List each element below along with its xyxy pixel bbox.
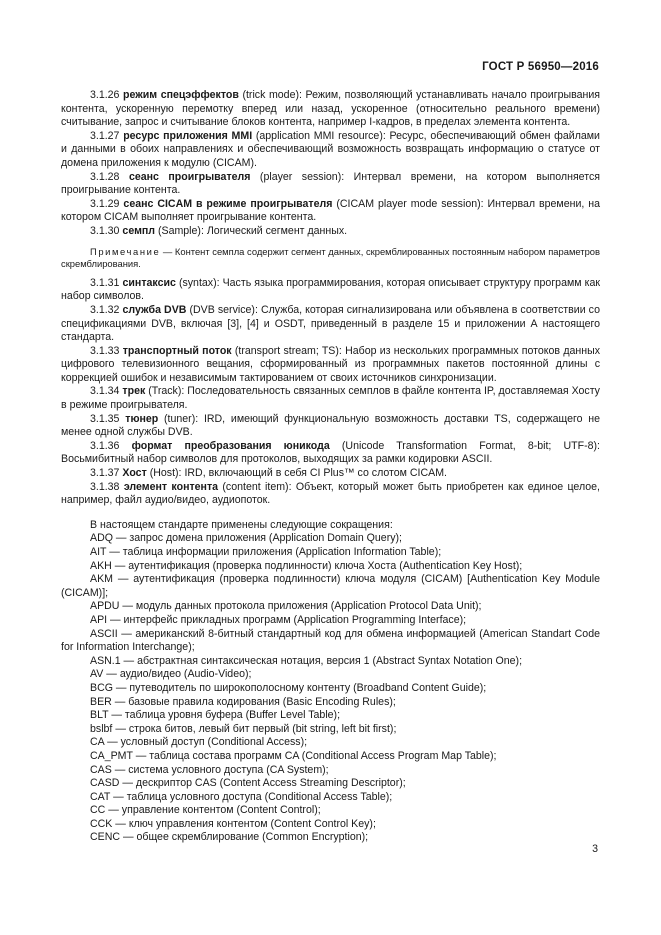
- definition-item: [61, 89, 600, 130]
- definition-number: 3.1.36: [90, 439, 120, 452]
- abbreviation-item: BCG — путеводитель по широкополосному контенту (Broadband Content Guide);: [90, 681, 487, 694]
- definition-term: транспортный поток: [122, 344, 232, 357]
- definition-number: 3.1.31: [90, 276, 120, 289]
- definition-term: семпл: [122, 224, 156, 237]
- abbreviation-item: CA_PMT — таблица состава программ CA (Conditional Access Program Map Table);: [90, 749, 497, 762]
- definition-item: [61, 467, 600, 481]
- abbreviation-item: AKH — аутентификация (проверка подлинности) ключа Хоста (Authentication Key Host);: [90, 559, 523, 572]
- abbreviation-item: ASN.1 — абстрактная синтаксическая нотация, версия 1 (Abstract Syntax Notation One);: [90, 654, 523, 667]
- abbreviation-item: CCK — ключ управления контентом (Content Control Key);: [90, 817, 376, 830]
- definition-text: (content item): Объект, который может быть приобретен как единое целое, например, файл аудио/видео, аудиопоток.: [61, 480, 600, 507]
- definition-text: (CICAM player mode session): Интервал времени, на котором CICAM выполняет проигрывание контента.: [61, 197, 601, 224]
- definition-number: 3.1.34: [90, 385, 120, 398]
- abbreviation-item: bslbf — строка битов, левый бит первый (bit string, left bit first);: [90, 722, 397, 735]
- definition-item: [61, 304, 600, 345]
- abbreviation-item: BER — базовые правила кодирования (Basic Encoding Rules);: [90, 695, 396, 708]
- definition-term: сеанс проигрывателя: [128, 170, 251, 183]
- definition-item: [61, 345, 600, 386]
- definition-item: [61, 481, 600, 508]
- definition-term: служба DVB: [122, 303, 187, 316]
- definitions-list-1: [61, 89, 600, 239]
- abbreviation-item: CAS — система условного доступа (CA System);: [90, 763, 329, 776]
- definition-item: [61, 277, 600, 304]
- abbreviations-intro: В настоящем стандарте применены следующие сокращения:: [90, 518, 393, 531]
- definition-number: 3.1.26: [90, 89, 120, 101]
- definition-item: [61, 225, 600, 239]
- abbreviation-item: APDU — модуль данных протокола приложения (Application Protocol Data Unit);: [90, 600, 482, 613]
- definition-number: 3.1.32: [90, 303, 120, 316]
- definition-text: (Track): Последовательность связанных семплов в файле контента IP, доставляемая Хосту в режиме проигрывателя.: [61, 385, 600, 412]
- definition-item: [61, 171, 600, 198]
- definition-term: формат преобразования юникода: [131, 439, 330, 452]
- definition-term: элемент контента: [123, 480, 219, 493]
- definition-item: [61, 130, 600, 171]
- document-body: [61, 89, 600, 845]
- abbreviation-item: ADQ — запрос домена приложения (Application Domain Query);: [90, 532, 402, 545]
- definition-text: (player session): Интервал времени, на котором выполняется проигрывание контента.: [61, 170, 600, 197]
- definition-term: синтаксис: [122, 276, 176, 289]
- abbreviation-item: CENC — общее скремблирование (Common Encryption);: [90, 831, 369, 844]
- definition-term: режим спецэффектов: [123, 89, 239, 101]
- definition-text: (syntax): Часть языка программирования, которая описывает структуру программ как набор символов.: [61, 276, 600, 303]
- definition-text: (DVB service): Служба, которая сигнализирована или объявлена в соответствии со спецификациями DVB, включая [3], [4] и OSDT, приведенный в разделе 15 и приложении А настоящего стандарта.: [61, 303, 600, 344]
- definition-number: 3.1.28: [90, 170, 120, 183]
- definition-item: [61, 440, 600, 467]
- definition-number: 3.1.29: [90, 197, 120, 210]
- note-label: Примечание: [90, 245, 161, 257]
- abbreviation-item: CASD — дескриптор CAS (Content Access Streaming Descriptor);: [90, 777, 406, 790]
- definition-text: (Unicode Transformation Format, 8-bit; UTF-8): Восьмибитный набор символов для протоколов, выходящих за рамки кодировки ASCII.: [61, 439, 600, 466]
- document-header: ГОСТ Р 56950—2016: [482, 61, 599, 73]
- definition-number: 3.1.35: [90, 412, 120, 425]
- abbreviation-item: AV — аудио/видео (Audio-Video);: [90, 668, 252, 681]
- definition-term: сеанс CICAM в режиме проигрывателя: [123, 197, 333, 210]
- definition-number: 3.1.27: [90, 129, 120, 142]
- definition-number: 3.1.38: [90, 480, 120, 493]
- note-text: — Контент семпла содержит сегмент данных, скремблированных постоянным набором параметров скремблирования.: [61, 245, 600, 270]
- definition-text: (transport stream; TS): Набор из нескольких программных потоков данных цифрового телевизионного вещания, сформированный из программных пакетов постоянной длины с коррекцией ошибок и независимым тактированием от своих источников синхронизации.: [61, 344, 601, 384]
- definition-term: ресурс приложения MMI: [123, 129, 253, 142]
- definition-item: [61, 385, 600, 412]
- definition-item: [61, 198, 600, 225]
- definition-text: (tuner): IRD, имеющий функциональную возможность доставки TS, содержащего не менее одной службы DVB.: [61, 412, 600, 439]
- definition-term: тюнер: [125, 412, 159, 425]
- definition-number: 3.1.30: [90, 224, 120, 237]
- abbreviations-list: [61, 532, 600, 845]
- abbreviation-item: CC — управление контентом (Content Control);: [90, 804, 321, 817]
- abbreviation-item: BLT — таблица уровня буфера (Buffer Level Table);: [90, 709, 341, 722]
- definition-text: (application MMI resource): Ресурс, обеспечивающий обмен файлами и данными в обоих направлениях и обеспечивающий возможность возвращать информацию о статусе от домена приложения к модулю (CICAM).: [61, 129, 600, 169]
- definition-term: Хост: [122, 467, 147, 480]
- definition-item: [61, 413, 600, 440]
- abbreviation-item: AIT — таблица информации приложения (Application Information Table);: [90, 546, 442, 558]
- definition-text: (Sample): Логический сегмент данных.: [157, 224, 348, 237]
- abbreviation-item: AKM — аутентификация (проверка подлинности) ключа модуля (CICAM) [Authentication Key Module (CICAM)];: [61, 573, 600, 599]
- abbreviation-item: ASCII — американский 8-битный стандартный код для обмена информацией (American Standart Code for Information Interchange);: [61, 627, 600, 654]
- page-number: 3: [592, 843, 598, 855]
- abbreviation-item: CA — условный доступ (Conditional Access);: [90, 736, 308, 749]
- note: [61, 246, 600, 271]
- definition-number: 3.1.37: [90, 467, 120, 480]
- abbreviation-item: API — интерфейс прикладных программ (Application Programming Interface);: [90, 613, 467, 626]
- definition-number: 3.1.33: [90, 344, 120, 357]
- definitions-list-2: [61, 277, 600, 508]
- definition-text: (trick mode): Режим, позволяющий устанавливать начало проигрывания контента, ускоренную перемотку вперед или назад, ускоренное (относительно реального времени) считывание, запрос и считывание блоков контента, например I-кадров, в пределах элемента контента.: [61, 89, 601, 129]
- definition-term: трек: [122, 385, 146, 398]
- abbreviation-item: CAT — таблица условного доступа (Conditional Access Table);: [90, 790, 393, 803]
- definition-text: (Host): IRD, включающий в себя CI Plus™ со слотом CICAM.: [149, 467, 447, 480]
